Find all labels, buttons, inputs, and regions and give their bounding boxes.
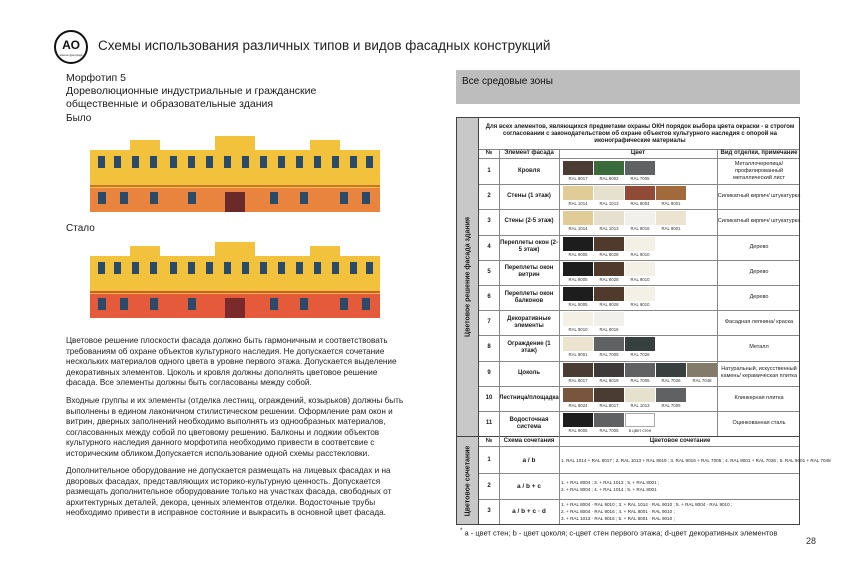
footnote-text: а - цвет стен; b - цвет цоколя; с-цвет стен первого этажа; d-цвет декоративных элементов xyxy=(464,528,778,538)
row-num: 4 xyxy=(487,243,491,250)
scheme-line: 1. + RAL 8004 ; 3. + RAL 1013 ; 5. + RAL 8001 ; xyxy=(561,480,660,485)
swatch-code: RAL 9001 xyxy=(661,226,681,232)
color-swatch xyxy=(563,413,593,427)
row-finish: Оцинкованная сталь xyxy=(732,420,786,427)
scheme-line: 2. + RAL 8004 ; 4. + RAL 1014 ; 5. + RAL 8001 xyxy=(561,487,657,492)
swatch-code: RAL 7005 xyxy=(630,377,650,383)
side-label-bottom: Цветовое сочетание xyxy=(457,436,479,524)
row-element: Переплеты окон (2-5 этаж) xyxy=(500,240,558,254)
swatch-code: RAL 8019 xyxy=(599,377,619,383)
facade-before-image xyxy=(90,134,380,212)
swatch-code: RAL 7005 xyxy=(599,428,619,433)
row-element: Кровля xyxy=(518,168,540,175)
row-num: 10 xyxy=(485,394,493,401)
swatch-code: RAL 1013 xyxy=(630,402,650,408)
row-element: Ограждение (1 этаж) xyxy=(507,340,551,354)
col-header-finish: Вид отделки, примечание xyxy=(720,150,798,156)
facade-after-image xyxy=(90,240,380,318)
scheme-num: 3 xyxy=(487,508,491,514)
color-swatch xyxy=(594,312,624,326)
color-swatch xyxy=(625,262,655,276)
swatch-code: RAL 7026 xyxy=(661,377,681,383)
row-num: 5 xyxy=(487,268,491,275)
color-swatch xyxy=(625,161,655,175)
color-swatch xyxy=(625,388,655,402)
row-num: 1 xyxy=(487,168,491,175)
swatch-code: RAL 9010 xyxy=(630,276,650,282)
row-element: Цоколь xyxy=(517,369,541,376)
table-intro: Для всех элементов, являющихся предметами охраны ОКН порядок выбора цвета окраски - в строгом согласовании с законодательством об охране объектов культурного наследия с опорой на иконографические материалы xyxy=(485,123,795,144)
color-swatch xyxy=(656,211,686,225)
logo-caption: архитектура города xyxy=(59,54,83,57)
side-label-top: Цветовое решение фасада здания xyxy=(457,118,479,436)
row-finish: Фасадная лепнина/ краска xyxy=(724,319,794,326)
row-element: Стены (2-5 этаж) xyxy=(504,218,554,225)
color-swatch xyxy=(563,312,593,326)
color-swatch xyxy=(687,363,717,377)
color-swatch xyxy=(625,211,655,225)
swatch-code: RAL 7026 xyxy=(630,352,650,358)
row-finish: Клинкерная плитка xyxy=(734,394,784,401)
color-swatch xyxy=(625,186,655,200)
swatch-code: RAL 1014 xyxy=(568,201,588,207)
color-swatch xyxy=(563,161,593,175)
row-element: Переплеты окон балконов xyxy=(504,290,554,304)
color-swatch xyxy=(625,237,655,251)
swatch-code: RAL 1013 xyxy=(599,201,619,207)
label-before: Было xyxy=(66,113,92,124)
scheme-line: 1. + RAL 8004 · RAL 9010 ; 3. + RAL 1014 · RAL 9010 ; 5. + RAL 8004 · RAL 9010 ; xyxy=(561,502,733,507)
color-swatch xyxy=(563,388,593,402)
row-finish: Натуральный, искусственный камень/ керамическая плитка xyxy=(720,366,797,380)
color-swatch xyxy=(594,161,624,175)
row-element: Переплеты окон витрин xyxy=(504,265,554,279)
swatch-code: RAL 9010 xyxy=(568,327,588,333)
color-swatch xyxy=(594,337,624,351)
color-swatch xyxy=(625,337,655,351)
color-swatch xyxy=(594,413,624,427)
scheme-line: 2. + RAL 8004 · RAL 9016 ; 4. + RAL 8001 · RAL 9010 ; xyxy=(561,509,675,514)
color-swatch xyxy=(625,363,655,377)
scheme-header-combo: Цветовое сочетание xyxy=(649,438,711,444)
swatch-code: RAL 8001 xyxy=(661,201,681,207)
swatch-code: RAL 9016 xyxy=(599,327,619,333)
swatch-code: RAL 9010 xyxy=(630,251,650,257)
row-num: 7 xyxy=(487,319,491,326)
scheme-header-scheme: Схема сочетания xyxy=(503,438,555,444)
page-number: 28 xyxy=(806,536,817,546)
swatch-code: RAL 8028 xyxy=(599,302,619,307)
color-swatch xyxy=(563,287,593,301)
row-finish: Силикатный кирпич/ штукатурка xyxy=(717,193,801,200)
paragraph-color-solution: Цветовое решение плоскости фасада должно быть гармоничным и соответствовать требованиям об охране объектов культурного наследия. Не допускается сочетание нескольких материалов одного цвета в уровне первого этажа. Допускается выделение декоративных элементов. Цоколь и кровля должны дополнять цветовое решение фасада. Все элементы должны быть согласованы между собой. xyxy=(66,336,397,388)
row-element: Декоративные элементы xyxy=(507,315,551,329)
row-num: 6 xyxy=(487,294,491,301)
logo-letters: АО xyxy=(62,38,80,52)
col-header-element: Элемент фасада xyxy=(504,150,554,156)
color-table xyxy=(456,117,831,525)
swatch-code: RAL 1014 xyxy=(568,226,588,232)
color-swatch xyxy=(594,363,624,377)
row-element: Водосточная система xyxy=(509,416,549,430)
color-swatch xyxy=(563,337,593,351)
row-element: Стены (1 этаж) xyxy=(507,193,551,200)
row-num: 3 xyxy=(487,218,491,225)
swatch-code: RAL 7005 xyxy=(661,402,681,408)
scheme-line: 1. RAL 1014 + RAL 8017 ; 2. RAL 1013 + RAL 8019 ; 3. RAL 9016 + RAL 7005 ; 4. RAL 9001 + RAL 7026 ; 5. RAL 9001 + RAL 7048 xyxy=(561,457,831,463)
color-swatch xyxy=(656,186,686,200)
swatch-code: RAL 1013 xyxy=(599,226,619,232)
scheme-formula: a / b xyxy=(522,456,536,464)
swatch-code: RAL 7005 xyxy=(599,352,619,358)
swatch-code: RAL 8028 xyxy=(599,276,619,282)
color-swatch xyxy=(594,262,624,276)
row-element: Лестница/площадка xyxy=(499,394,559,401)
scheme-num: 2 xyxy=(487,482,491,489)
swatch-code: RAL 7005 xyxy=(630,176,650,181)
color-swatch xyxy=(594,287,624,301)
scheme-formula: a / b + c xyxy=(516,482,542,490)
row-finish: Металл xyxy=(749,344,769,351)
morphotype-description: Дореволюционные индустриальные и гражданские общественные и образовательные здания xyxy=(66,85,317,110)
footnote: * а - цвет стен; b - цвет цоколя; с-цвет стен первого этажа; d-цвет декоративных элементов xyxy=(460,527,778,538)
color-swatch xyxy=(594,388,624,402)
swatch-code: RAL 9001 xyxy=(568,352,588,358)
row-finish: Дерево xyxy=(749,243,769,250)
scheme-num: 1 xyxy=(487,456,491,463)
swatch-code: RAL 9005 xyxy=(568,251,588,257)
color-swatch xyxy=(563,211,593,225)
swatch-code: RAL 8004 xyxy=(630,201,650,207)
swatch-code: RAL 6002 xyxy=(599,176,619,181)
page-title: Схемы использования различных типов и видов фасадных конструкций xyxy=(98,38,551,53)
swatch-code: RAL 8028 xyxy=(599,251,619,257)
morphotype-block xyxy=(66,72,386,111)
swatch-code: RAL 8017 xyxy=(568,377,588,383)
color-swatch xyxy=(594,211,624,225)
swatch-code: RAL 9016 xyxy=(630,226,650,232)
color-swatch xyxy=(625,287,655,301)
row-finish: Металлочерепица/ профилированный металлический лист xyxy=(733,161,785,182)
row-finish: Дерево xyxy=(749,268,769,275)
swatch-code: в цвет стен xyxy=(628,428,652,433)
paragraph-equipment: Дополнительное оборудование не допускается размещать на лицевых фасадах и на дворовых фасадах, представляющих историко-культурную ценность. Допускается размещать дополнительное оборудование только на участках фасада, свободных от архитектурных деталей, декора, ценных элементов отделки. Водосточные трубы необходимо привести в исправное состояние и выкрасить в основной цвет фасада. xyxy=(66,466,392,518)
color-swatch xyxy=(563,186,593,200)
scheme-line: 3. + RAL 1013 · RAL 9016 ; 5. + RAL 8001 · RAL 9010 ; xyxy=(561,516,675,521)
color-swatch xyxy=(563,262,593,276)
swatch-code: RAL 9005 xyxy=(568,276,588,282)
swatch-code: RAL 9005 xyxy=(568,428,588,433)
zones-header: Все средовые зоны xyxy=(456,70,800,104)
swatch-code: RAL 8024 xyxy=(568,402,588,408)
swatch-code: RAL 7048 xyxy=(692,377,712,383)
color-swatch xyxy=(563,363,593,377)
paragraph-entrance-groups: Входные группы и их элементы (отделка лестниц, ограждений, козырьков) должны быть выполнены в едином лаконичном стилистическом решении. Оформление рам окон и витрин, дверных заполнений необходимо выполнять из однообразных материалов, согласованных между собой по цветовому решению. Балконы и лоджии объектов культурного наследия данного морфотипа необходимо привести в соответсвие с историческим обликом.Допускается использование одной схемы расстекловки. xyxy=(66,396,404,458)
row-finish: Силикатный кирпич/ штукатурка xyxy=(717,218,801,225)
morphotype-name: Морфотип 5 xyxy=(66,72,126,84)
color-swatch xyxy=(656,363,686,377)
swatch-code: RAL 9005 xyxy=(568,302,588,307)
row-finish: Дерево xyxy=(749,294,769,301)
color-swatch xyxy=(625,413,655,427)
row-num: 8 xyxy=(487,344,491,351)
row-num: 9 xyxy=(487,369,491,376)
color-swatch xyxy=(594,237,624,251)
color-swatch xyxy=(656,388,686,402)
col-header-num: № xyxy=(485,150,493,156)
color-swatch xyxy=(594,186,624,200)
row-num: 11 xyxy=(485,420,493,427)
swatch-code: RAL 8017 xyxy=(568,176,588,181)
scheme-header-num: № xyxy=(485,438,493,444)
row-num: 2 xyxy=(487,193,491,200)
logo-icon xyxy=(54,30,88,64)
label-after: Стало xyxy=(66,223,95,234)
swatch-code: RAL 9010 xyxy=(630,302,650,307)
color-swatch xyxy=(563,237,593,251)
col-header-color: Цвет xyxy=(630,150,646,156)
scheme-formula: a / b + c · d xyxy=(512,508,546,515)
swatch-code: RAL 8017 xyxy=(599,402,619,408)
